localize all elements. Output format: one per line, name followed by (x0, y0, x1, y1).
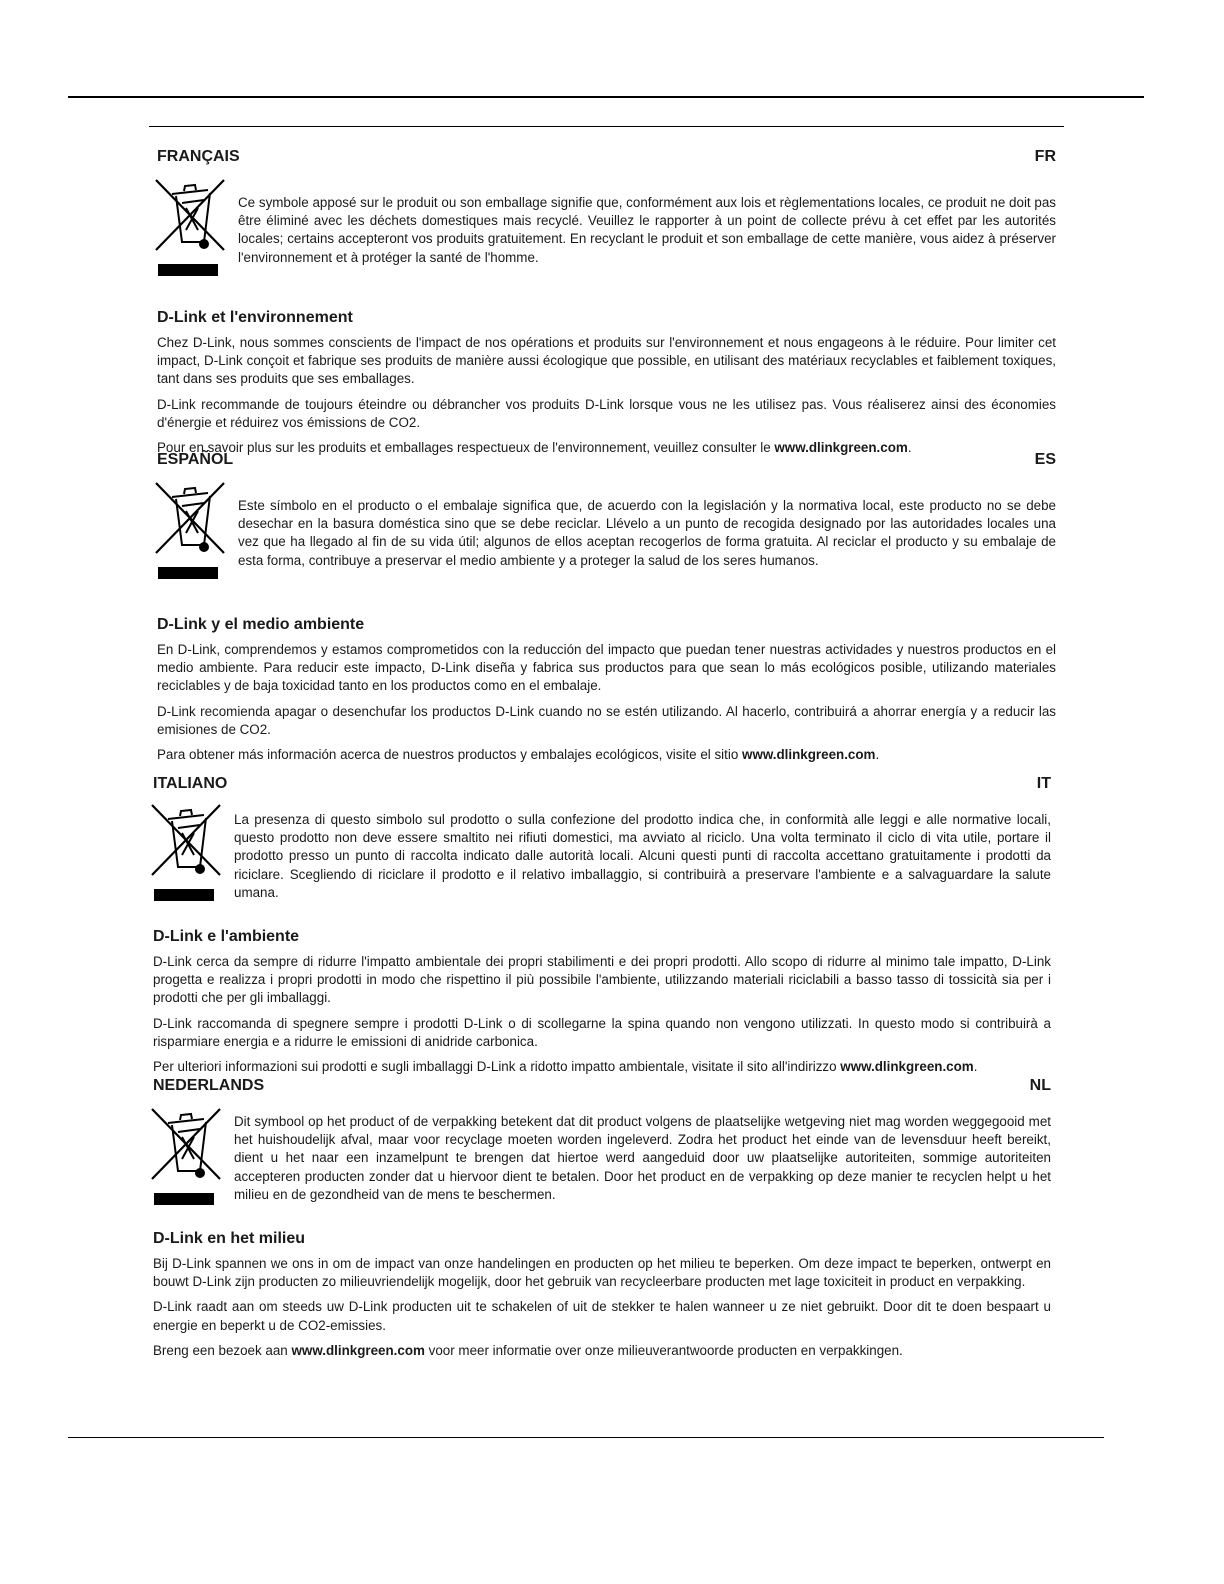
more-info-paragraph (153, 1342, 1051, 1360)
weee-text: Este símbolo en el producto o el embalaje significa que, de acuerdo con la legislación y la normativa local, este producto no se debe desechar en la basura doméstica sino que se debe reciclar. Llévelo a un punto de recogida designado por las autoridades locales una vez que ha llegado al fin de su vida útil; algunos de ellos aceptan recogerlos de forma gratuita. Al reciclar el producto y su embalaje de esta forma, contribuye a preservar el medio ambiente y a proteger la salud de los seres humanos. (238, 498, 1056, 568)
crossed-out-wheelie-bin-icon (154, 481, 228, 581)
weee-text: Ce symbole apposé sur le produit ou son emballage signifie que, conformément aux lois et règlementations locales, ce produit ne doit pas être éliminé avec les déchets domestiques mais recyclé. Veuillez le rapporter à un point de collecte prévu à cet effet par les autorités locales; certains accepteront vos produits gratuitement. En recyclant le produit et son emballage de cette manière, vous aidez à préserver l'environnement et à protéger la santé de l'homme. (238, 195, 1056, 265)
environment-heading: D-Link e l'ambiente (153, 928, 300, 945)
weee-notice (153, 1107, 1051, 1213)
environment-paragraph: En D-Link, comprendemos y estamos comprometidos con la reducción del impacto que puedan tener nuestras actividades y nuestros productos en el medio ambiente. Para reducir este impacto, D-Link diseña y fabrica sus productos para que sean lo más ecológicos posible, utilizando materiales reciclables y de baja toxicidad tanto en los productos como en el embalaje. (157, 642, 1056, 694)
weee-text: La presenza di questo simbolo sul prodotto o sulla confezione del prodotto indica che, in conformità alle leggi e alle normative locali, questo prodotto non deve essere smaltito nei rifiuti domestici, ma avviato al riciclo. Una volta terminato il ciclo di vita utile, portare il prodotto presso un punto di raccolta indicato dalle autorità locali. Alcuni questi punti di raccolta accettano gratuitamente i prodotti da riciclare. Scegliendo di riciclare il prodotto e il relativo imballaggio, si contribuirà a preservare l'ambiente e a salvaguardare la salute umana. (234, 812, 1051, 900)
inner-rule (149, 126, 1064, 127)
energy-paragraph: D-Link recommande de toujours éteindre ou débrancher vos produits D-Link lorsque vous ne les utilisez pas. Vous réaliserez ainsi des économies d'énergie et réduirez vos émissions de CO2. (157, 396, 1056, 430)
more-info-text: Per ulteriori informazioni sui prodotti e sugli imballaggi D-Link a ridotto impatto ambientale, visitate il sito all'indirizzo (153, 1059, 841, 1075)
crossed-out-wheelie-bin-icon (150, 1107, 224, 1207)
section-header (153, 775, 1051, 795)
bottom-rule (68, 1437, 1104, 1438)
more-info-text: Breng een bezoek aan (153, 1342, 292, 1358)
crossed-out-wheelie-bin-icon (154, 178, 228, 278)
energy-paragraph: D-Link raccomanda di spegnere sempre i prodotti D-Link o di scollegarne la spina quando non vengono utilizzati. In questo modo si contribuirà a risparmiare energia e a ridurre le emissioni di anidride carbonica. (153, 1015, 1051, 1049)
weee-notice (157, 178, 1056, 278)
top-rule (68, 96, 1144, 98)
section-italiano (153, 775, 1051, 1076)
more-info-end: . (907, 440, 912, 456)
more-info-paragraph (153, 1058, 1051, 1076)
energy-paragraph: D-Link raadt aan om steeds uw D-Link producten uit te schakelen of uit de stekker te halen wanneer u ze niet gebruikt. Door dit te doen bespaart u energie en beperkt u de CO2-emissies. (153, 1299, 1051, 1333)
section-header (157, 451, 1056, 471)
weee-notice (157, 481, 1056, 581)
environment-paragraph: Chez D-Link, nous sommes conscients de l'impact de nos opérations et produits sur l'environnement et nous engageons à le réduire. Pour limiter cet impact, D-Link conçoit et fabrique ses produits de manière aussi écologique que possible, en utilisant des matériaux recyclables et faiblement toxiques, tant dans ses produits que ses emballages. (157, 335, 1056, 387)
more-info-text: Pour en savoir plus sur les produits et emballages respectueux de l'environnement, veuillez consulter le (157, 440, 775, 456)
more-info-end: voor meer informatie over onze milieuverantwoorde producten en verpakkingen. (424, 1342, 903, 1358)
language-name: ESPAÑOL (157, 451, 234, 468)
section-nederlands (153, 1077, 1051, 1360)
language-code: IT (1036, 775, 1051, 792)
dlinkgreen-link[interactable]: www.dlinkgreen.com (840, 1059, 974, 1075)
more-info-paragraph (157, 746, 1056, 764)
language-name: ITALIANO (153, 775, 228, 792)
more-info-end: . (875, 747, 880, 763)
language-code: ES (1034, 451, 1056, 468)
section-header (153, 1077, 1051, 1097)
environment-heading: D-Link et l'environnement (157, 309, 353, 326)
environment-heading: D-Link en het milieu (153, 1230, 306, 1247)
energy-paragraph: D-Link recomienda apagar o desenchufar los productos D-Link cuando no se estén utilizando. Al hacerlo, contribuirá a ahorrar energía y a reducir las emisiones de CO2. (157, 703, 1056, 737)
crossed-out-wheelie-bin-icon (150, 803, 224, 903)
dlinkgreen-link[interactable]: www.dlinkgreen.com (742, 747, 876, 763)
more-info-text: Para obtener más información acerca de nuestros productos y embalajes ecológicos, visite el sitio (157, 747, 743, 763)
section-header (157, 148, 1056, 168)
environment-paragraph: Bij D-Link spannen we ons in om de impact van onze handelingen en producten op het milieu te beperken. Om deze impact te beperken, ontwerpt en bouwt D-Link zijn producten zo milieuvriendelijk mogelijk, door het gebruik van recycleerbare producten met lage toxiciteit in product en verpakking. (153, 1256, 1051, 1290)
section-francais (157, 148, 1056, 457)
language-code: NL (1029, 1077, 1051, 1094)
language-name: NEDERLANDS (153, 1077, 265, 1094)
dlinkgreen-link[interactable]: www.dlinkgreen.com (291, 1342, 425, 1358)
weee-text: Dit symbool op het product of de verpakking betekent dat dit product volgens de plaatselijke wetgeving niet mag worden weggegooid met het huishoudelijk afval, maar voor recyclage moeten worden ingeleverd. Zodra het product het einde van de levensduur heeft bereikt, dient u het naar een inzamelpunt te brengen dat hiertoe werd aangeduid door uw plaatselijke autoriteiten, sommige autoriteiten accepteren producten zonder dat u hiervoor dient te betalen. Door het product en de verpakking op deze manier te recyclen helpt u het milieu en de gezondheid van de mens te beschermen. (234, 1114, 1051, 1202)
section-espanol (157, 451, 1056, 764)
language-code: FR (1034, 148, 1056, 165)
environment-heading: D-Link y el medio ambiente (157, 616, 365, 633)
environment-paragraph: D-Link cerca da sempre di ridurre l'impatto ambientale dei propri stabilimenti e dei propri prodotti. Allo scopo di ridurre al minimo tale impatto, D-Link progetta e realizza i propri prodotti in modo che rispettino il più possibile l'ambiente, utilizzando materiali riciclabili a basso tasso di tossicità sia per i prodotti che per gli imballaggi. (153, 954, 1051, 1006)
weee-notice (153, 803, 1051, 911)
dlinkgreen-link[interactable]: www.dlinkgreen.com (774, 440, 908, 456)
language-name: FRANÇAIS (157, 148, 240, 165)
more-info-end: . (973, 1059, 978, 1075)
